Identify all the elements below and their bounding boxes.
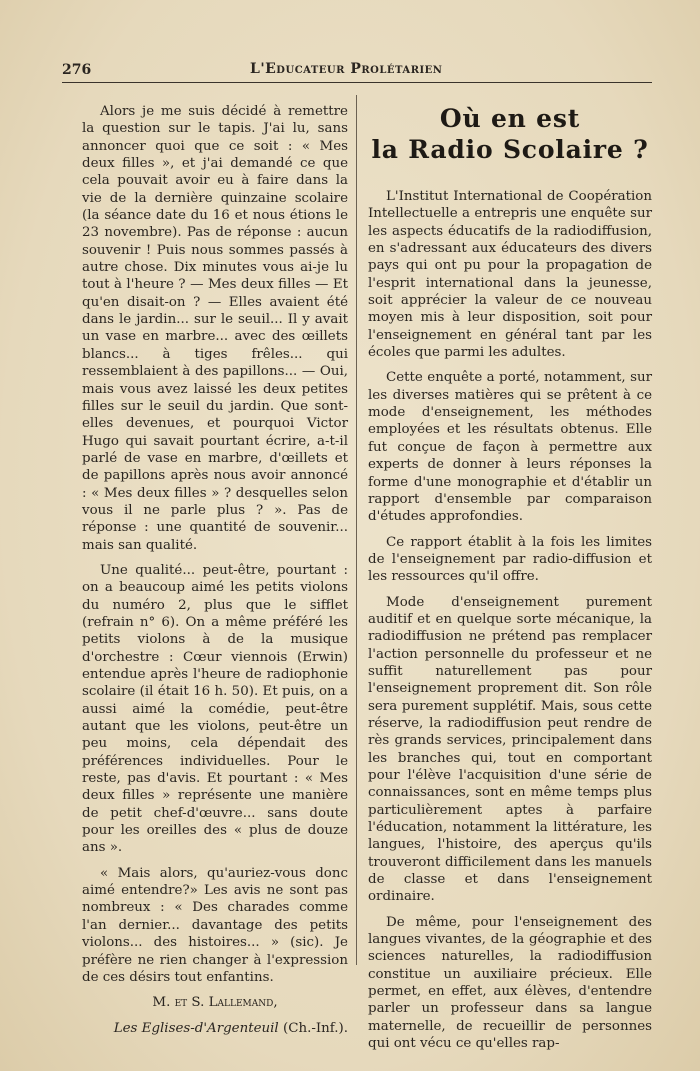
paragraph: Mode d'enseignement purement auditif et en quelque sorte mécanique, la radiodiffusion ne prétend pas remplacer l'action personnelle du professeur et ne suffit naturellement pas pour l'enseignement proprement dit. Son rôle sera purement supplétif. Mais, sous cette réserve, la radiodiffusion peut rendre de rès grands services, principalement dans les branches qui, tout en comportant pour l'élève l'acquisition d'une série de connaissances, sont en même temps plus particulièrement aptes à parfaire l'éducation, notamment la littérature, les langues, l'histoire, des aperçus qu'ils trouveront difficilement dans les manuels de classe et dans l'enseignement ordinaire.	[368, 594, 652, 905]
page-number: 276	[62, 62, 92, 78]
column-divider	[356, 95, 357, 965]
article-title-line-1: Où en est	[439, 104, 581, 133]
author-signature	[82, 994, 348, 1011]
paragraph: Ce rapport établit à la fois les limites de l'enseignement par radio-diffusion et les ressources qu'il offre.	[368, 534, 652, 585]
paragraph: De même, pour l'enseignement des langues vivantes, de la géographie et des sciences naturelles, la radiodiffusion constitue un auxiliaire précieux. Elle permet, en effet, aux élèves, d'entendre parler un professeur dans sa langue maternelle, de recueillir de personnes qui ont vécu ce qu'elles rap-	[368, 914, 652, 1052]
journal-title: L'Educateur Prolétarien	[250, 61, 443, 77]
left-column	[82, 103, 348, 1045]
author-name: M. et S. Lallemand,	[152, 995, 278, 1011]
article-title-line-2: la Radio Scolaire ?	[371, 135, 649, 164]
article-title	[368, 103, 652, 165]
paragraph: Une qualité... peut-être, pourtant : on a beaucoup aimé les petits violons du numéro 2, plus que le sifflet (refrain n° 6). On a même préféré les petits violons à de la musique d'orchestre : Cœur viennois (Erwin) entendue après l'heure de radiophonie scolaire (il était 16 h. 50). Et puis, on a aussi aimé la comédie, peut-être autant que les violons, peut-être un peu moins, cela dépendait des préférences individuelles. Pour le reste, pas d'avis. Et pourtant : « Mes deux filles » représente une manière de petit chef-d'œuvre... sans doute pour les oreilles des « plus de douze ans ».	[82, 562, 348, 856]
paragraph: Alors je me suis décidé à remettre la question sur le tapis. J'ai lu, sans annoncer quoi que ce soit : « Mes deux filles », et j'ai demandé ce que cela pouvait avoir eu à faire dans la vie de la dernière quinzaine scolaire (la séance date du 16 et nous étions le 23 novembre). Pas de réponse : aucun souvenir ! Puis nous sommes passés à autre chose. Dix minutes vous ai-je lu tout à l'heure ? — Mes deux filles — Et qu'en disait-on ? — Elles avaient été dans le jardin... sur le seuil... Il y avait un vase en marbre... avec des œillets blancs... à tiges frêles... qui ressemblaient à des papillons... — Oui, mais vous avez laissé les deux petites filles sur le seuil du jardin. Que sont-elles devenues, et pourquoi Victor Hugo qui savait pourtant écrire, a-t-il parlé de vase en marbre, d'œillets et de papillons après nous avoir annoncé : « Mes deux filles » ? desquelles selon vous il ne parle plus ? ». Pas de réponse : une quantité de souvenir... mais san qualité.	[82, 104, 348, 553]
paragraph: L'Institut International de Coopération Intellectuelle a entrepris une enquête sur les aspects éducatifs de la radiodiffusion, en s'adressant aux éducateurs des divers pays qui ont pu pour la propagation de l'esprit international dans la jeunesse, soit apprécier la valeur de ce nouveau moyen mis à leur disposition, soit pour l'enseignement en général tant par les écoles que parmi les adultes.	[368, 189, 652, 361]
page-header	[62, 60, 652, 83]
author-location	[82, 1020, 348, 1037]
location-name: Les Eglises-d'Argenteuil	[113, 1020, 279, 1036]
location-region: (Ch.-Inf.).	[282, 1020, 348, 1036]
right-column	[368, 103, 652, 1061]
paragraph: « Mais alors, qu'auriez-vous donc aimé entendre?» Les avis ne sont pas nombreux : « Des charades comme l'an dernier... davantage des petits violons... des histoires... » (sic). Je préfère ne rien changer à l'expression de ces désirs tout enfantins.	[82, 865, 348, 985]
paragraph: Cette enquête a porté, notamment, sur les diverses matières qui se prêtent à ce mode d'enseignement, les méthodes employées et les résultats obtenus. Elle fut conçue de façon à permettre aux experts de donner à leurs réponses la forme d'une monographie et d'établir un rapport d'ensemble par comparaison d'études approfondies.	[368, 370, 652, 525]
